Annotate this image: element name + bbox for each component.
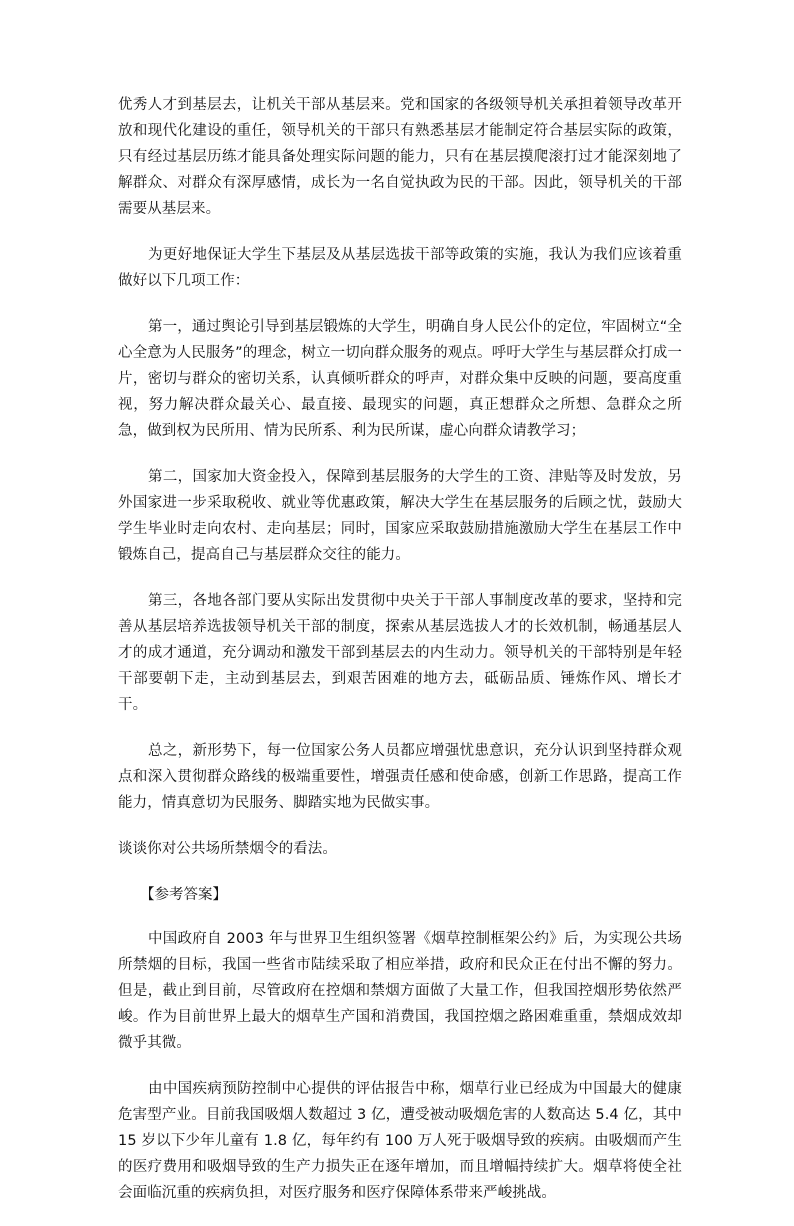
paragraph-point-one: 第一，通过舆论引导到基层锻炼的大学生，明确自身人民公仆的定位，牢固树立“全心全意为人民服务”的理念，树立一切向群众服务的观点。呼吁大学生与基层群众打成一片，密切与群众的密切关系，认真倾听群众的呼声，对群众集中反映的问题，要高度重视，努力解决群众最关心、最直接、最现实的问题，真正想群众之所想、急群众之所急，做到权为民所用、情为民所系、利为民所谋，虚心向群众请教学习；: [118, 319, 682, 439]
question-text: 谈谈你对公共场所禁烟令的看法。: [118, 841, 337, 857]
answer-paragraph-two: 由中国疾病预防控制中心提供的评估报告中称，烟草行业已经成为中国最大的健康危害型产业。目前我国吸烟人数超过 3 亿，遭受被动吸烟危害的人数高达 5.4 亿，其中 15 岁以下少年儿童有 1.8 亿，每年约有 100 万人死于吸烟导致的疾病。由吸烟而产生的医疗费用和吸烟导致的生产力损失正在逐年增加，而且增幅持续扩大。烟草将使全社会面临沉重的疾病负担，对医疗服务和医疗保障体系带来严峻挑战。: [118, 1081, 682, 1201]
paragraph-point-two: 第二，国家加大资金投入，保障到基层服务的大学生的工资、津贴等及时发放，另外国家进一步采取税收、就业等优惠政策，解决大学生在基层服务的后顾之忧，鼓励大学生毕业时走向农村、走向基层；同时，国家应采取鼓励措施激励大学生在基层工作中锻炼自己，提高自己与基层群众交往的能力。: [118, 469, 682, 563]
answer-label: 【参考答案】: [140, 887, 227, 903]
answer-paragraph-one: 中国政府自 2003 年与世界卫生组织签署《烟草控制框架公约》后，为实现公共场所禁烟的目标，我国一些省市陆续采取了相应举措，政府和民众正在付出不懈的努力。但是，截止到目前，尽管政府在控烟和禁烟方面做了大量工作，但我国控烟形势依然严峻。作为目前世界上最大的烟草生产国和消费国，我国控烟之路困难重重，禁烟成效却微乎其微。: [118, 931, 682, 1051]
paragraph-point-three: 第三，各地各部门要从实际出发贯彻中央关于干部人事制度改革的要求，坚持和完善从基层培养选拔领导机关干部的制度，探索从基层选拔人才的长效机制，畅通基层人才的成才通道，充分调动和激发干部到基层去的内生动力。领导机关的干部特别是年轻干部要朝下走，主动到基层去，到艰苦困难的地方去，砥砺品质、锤炼作风、增长才干。: [118, 593, 682, 713]
paragraph-intro: 优秀人才到基层去，让机关干部从基层来。党和国家的各级领导机关承担着领导改革开放和现代化建设的重任，领导机关的干部只有熟悉基层才能制定符合基层实际的政策，只有经过基层历练才能具备处理实际问题的能力，只有在基层摸爬滚打过才能深刻地了解群众、对群众有深厚感情，成长为一名自觉执政为民的干部。因此，领导机关的干部需要从基层来。: [118, 97, 682, 217]
paragraph-conclusion: 总之，新形势下，每一位国家公务人员都应增强忧患意识，充分认识到坚持群众观点和深入贯彻群众路线的极端重要性，增强责任感和使命感，创新工作思路，提高工作能力，情真意切为民服务、脚踏实地为民做实事。: [118, 743, 682, 811]
document-body: [118, 92, 682, 1226]
paragraph-summary-intro: 为更好地保证大学生下基层及从基层选拔干部等政策的实施，我认为我们应该着重做好以下几项工作：: [118, 247, 682, 289]
